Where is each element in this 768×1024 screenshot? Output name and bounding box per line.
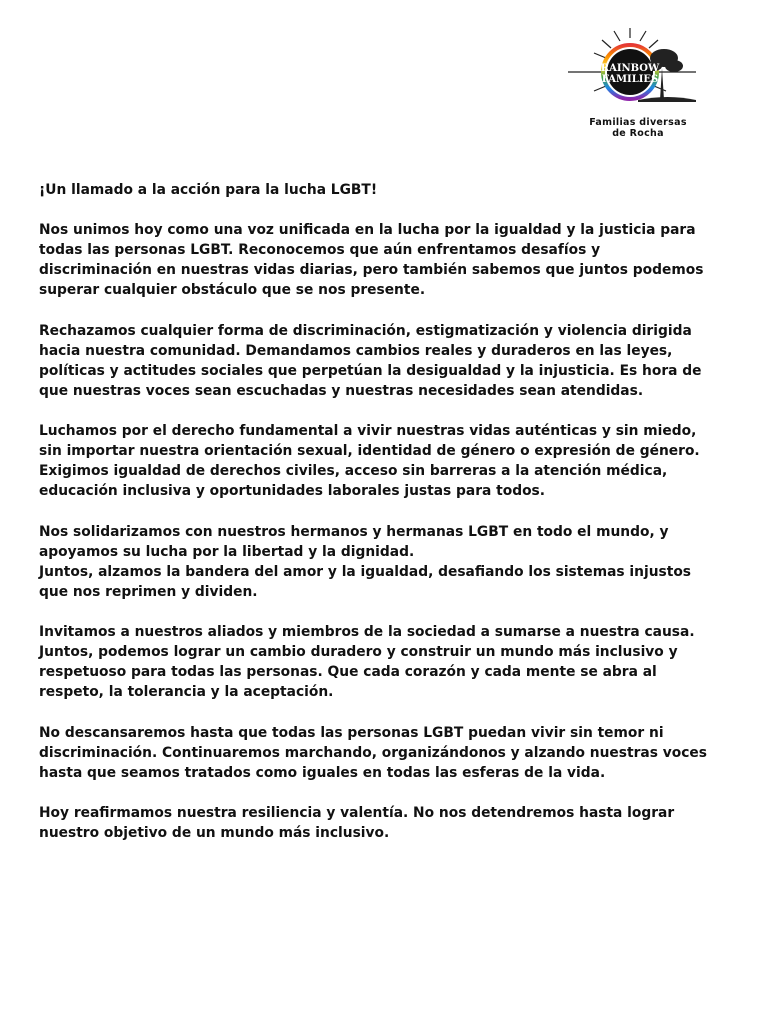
paragraph-line: Rechazamos cualquier forma de discriminación, estigmatización y violencia dirigida [39,322,692,339]
letter-paragraph [39,803,739,843]
logo-wordmark-bottom: FAMILIES [601,74,659,85]
paragraph-line: Juntos, alzamos la bandera del amor y la igualdad, desafiando los sistemas injustos [39,563,692,580]
letter-paragraphs [39,220,739,843]
paragraph-line: que nuestras voces sean escuchadas y nuestras necesidades sean atendidas. [39,382,644,399]
paragraph-line: nuestro objetivo de un mundo más inclusivo. [39,825,390,841]
logo-org-line: Familias diversas [589,117,687,128]
paragraph-line: discriminación en nuestras vidas diarias, pero también sabemos que juntos podemos [39,262,704,279]
letter-heading: ¡Un llamado a la acción para la lucha LGBT! [39,182,378,198]
paragraph-line: sin importar nuestra orientación sexual, identidad de género o expresión de género. [39,443,700,460]
paragraph-line: Exigimos igualdad de derechos civiles, acceso sin barreras a la atención médica, [39,463,668,480]
paragraph-line: No descansaremos hasta que todas las personas LGBT puedan vivir sin temor ni [39,724,664,741]
letter-paragraph [39,421,739,501]
paragraph-line: que nos reprimen y dividen. [39,583,258,600]
paragraph-line: todas las personas LGBT. Reconocemos que aún enfrentamos desafíos y [39,242,601,259]
letter-paragraph [39,723,739,783]
paragraph-line: respeto, la tolerancia y la aceptación. [39,684,334,701]
rainbow-families-logo [568,28,698,146]
letter-body [39,180,739,863]
letter-paragraph [39,220,739,300]
logo-org-line: de Rocha [612,127,664,139]
paragraph-line: políticas y actitudes sociales que perpetúan la desigualdad y la injusticia. Es hora de [39,362,702,379]
paragraph-line: Luchamos por el derecho fundamental a vivir nuestras vidas auténticas y sin miedo, [39,423,697,440]
logo-org-name [568,118,708,139]
paragraph-line: discriminación. Continuaremos marchando, organizándonos y alzando nuestras voces [39,744,707,761]
paragraph-line: hasta que seamos tratados como iguales en todas las esferas de la vida. [39,764,606,781]
paragraph-line: hacia nuestra comunidad. Demandamos cambios reales y duraderos en las leyes, [39,342,673,359]
letter-paragraph [39,522,739,602]
paragraph-line: educación inclusiva y oportunidades laborales justas para todos. [39,483,546,500]
paragraph-line: Nos solidarizamos con nuestros hermanos y hermanas LGBT en todo el mundo, y [39,523,669,540]
paragraph-line: Nos unimos hoy como una voz unificada en la lucha por la igualdad y la justicia para [39,222,696,239]
paragraph-line: superar cualquier obstáculo que se nos presente. [39,282,426,299]
paragraph-line: Juntos, podemos lograr un cambio duradero y construir un mundo más inclusivo y [39,644,678,661]
logo-emblem [568,28,698,120]
paragraph-line: apoyamos su lucha por la libertad y la dignidad. [39,543,415,560]
paragraph-line: respetuoso para todas las personas. Que cada corazón y cada mente se abra al [39,664,657,681]
letter-paragraph [39,321,739,401]
paragraph-line: Hoy reafirmamos nuestra resiliencia y valentía. No nos detendremos hasta lograr [39,804,675,821]
paragraph-line: Invitamos a nuestros aliados y miembros de la sociedad a sumarse a nuestra causa. [39,624,695,641]
logo-wordmark-top: RAINBOW [600,63,660,74]
letter-paragraph [39,622,739,702]
